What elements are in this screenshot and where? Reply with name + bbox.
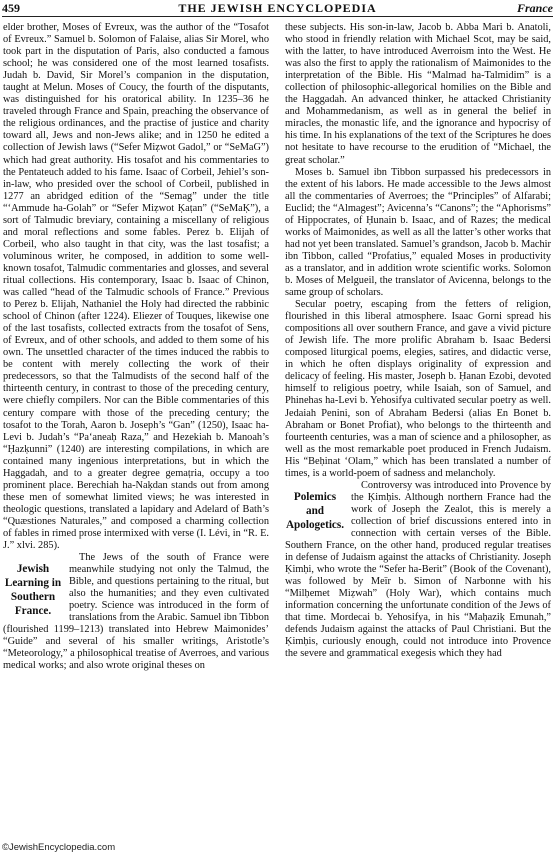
left-paragraph-1: elder brother, Moses of Evreux, was the author of the “Tosafot of Evreux.” Samuel b. Solomon of Falaise, alias Sir Morel, who took part in the disputation of Paris, also conducted a famous school; he was considered one of the most learned tosafists. Judah b. David, Sir Morel’s companion in the disputation, taught at Melun. Moses of Coucy, the fourth of the disputants, was distinguished for his oratorical ability. In 1235–36 he traveled through France and Spain, preaching the observance of the religious ordinances, and the practise of justice and charity toward all, Jews and non-Jews alike; and in 1250 he edited a collection of Jewish laws (“Sefer Miẓwot Gadol,” or “SeMaG”) which had great authority. His tosafot and his commentaries to the Pentateuch added to his fame. Isaac of Corbeil, Jehiel’s son-in-law, who presided over the school of Corbeil, published in 1277 an abridged edition of the “Semag” under the title “‘Ammude ha-Golah” or “Sefer Miẓwot Ḳaṭan” (“SeMaḲ”), a sort of Talmudic breviary, containing a miscellany of religious and moral reflections and some fables. Perez b. Elijah of Corbeil, who also taught in that city, was the last tosafist; a voluminous writer, he composed, in addition to some well-known tosafot, Talmudic commentaries and glosses, and several ritual collections. His contemporary, Isaac b. Isaac of Chinon, was called “head of the Talmudic schools of France.” Previous to Perez b. Elijah, Nathaniel the Holy had directed the rabbinic school of Chinon (after 1224). Eliezer of Touques, likewise one of the last tosafists, collected extracts from the tosafot of Sens, of Evreux, and of other schools, and added to them some of his own. The unsettled character of the times induced the rabbis to be content with merely collecting the work of their predecessors, so that the Talmudists of the second half of the thirteenth century, in contrast to those of the preceding century, were chiefly compilers. Nor can the Bible commentaries of this century compare with those of the preceding century; the tosafot to the Torah, Aaron b. Joseph’s “Gan” (1250), Isaac ha-Levi b. Judah’s “Pa‘aneaḥ Raza,” and Hezekiah b. Manoah’s “Ḥazḳunni” (1240) are interesting compilations, in which are contained many ingenious interpretations, but in which the Haggadah, and to a greater degree gemaṭria, occupy a too prominent place. Berechiah ha-Naḳdan stands out from among these men of somewhat limited views; he was interested in theologic questions, translated a lapidary and Adelard of Bath’s “Quæstiones Naturales,” and composed a charming collection of fables in rimed prose intermixed with verse (I. Lévi, in “R. E. J.” xlvi. 285). bbox=[3, 22, 269, 552]
encyclopedia-title: THE JEWISH ENCYCLOPEDIA bbox=[178, 1, 377, 15]
right-paragraph-2: Moses b. Samuel ibn Tibbon surpassed his predecessors in the extent of his labors. He made accessible to the Jews almost all the commentaries of Averroes; the “Principles” of Alfarabi; Euclid; the “Almagest”; Avicenna’s “Canons”; the “Aphorisms” of Hippocrates, of Ḥunain b. Isaac, and of Razes; the medical works of Maimonides, as well as all the latter’s other works that had not yet been translated. Samuel’s grandson, Jacob b. Machir ibn Tibbon, called “Profatius,” equaled Moses in productivity as a translator, and in addition wrote scientific works. Solomon b. Moses of Melgueil, the translator of Avicenna, belongs to the same group of scholars. bbox=[285, 166, 551, 299]
running-head: France bbox=[517, 1, 553, 15]
sidenote-polemics: Polemics and Apologetics. bbox=[285, 490, 345, 531]
right-paragraph-3: Secular poetry, escaping from the fetters of religion, flourished in this liberal atmosphere. Isaac Gorni spread his compositions all over southern France, and gave a vivid picture of Jewish life. The more prolific Abraham b. Isaac Bedersi composed liturgical poems, elegies, satires, and didactic verse, in which he often displays originality of expression and delicacy of feeling. His master, Joseph b. Ḥanan Ezobi, devoted himself to religious poetry, while Isaiah, son of Samuel, and Phinehas ha-Levi b. Yehosifya cultivated secular poetry as well. Jedaiah Penini, son of Abraham Bedersi (alias En Bonet b. Abraham or Bonet Profiat), who belongs to the thirteenth and fourteenth centuries, was a man of science and a philosopher, as well as the most remarkable poet produced in French Judaism. His “Beḥinat ‘Olam,” which has been translated a number of times, is a world-poem of sadness and melancholy. bbox=[285, 299, 551, 479]
left-paragraph-2: The Jews of the south of France were meanwhile studying not only the Talmud, the Bible, and questions pertaining to the ritual, but also the humanities; and they even cultivated poetry. Science was introduced in the form of translations from the Arabic. Samuel ibn Tibbon (flourished 1199–1213) translated into Hebrew Maimonides’ “Guide” and several of his smaller writings, Aristotle’s “Meteorology,” a philosophical treatise of Averroes, and various medical works; and also wrote original theses on bbox=[3, 552, 269, 672]
copyright-credit: ©JewishEncyclopedia.com bbox=[2, 842, 116, 853]
right-column bbox=[285, 22, 551, 840]
sidenote-jewish-learning: Jewish Learning in Southern France. bbox=[4, 563, 62, 618]
right-paragraph-1: these subjects. His son-in-law, Jacob b. Abba Mari b. Anatoli, who stood in friendly relation with Michael Scot, may be said, with the latter, to have introduced Averroism into the West. He was also the first to apply the rationalism of Maimonides to the interpretation of the Bible. His “Malmad ha-Talmidim” is a collection of philosophic-allegorical homilies on the Bible and the Haggadah. An advanced thinker, he attacked Christianity and Mohammedanism, as well as in general the belief in miracles, the monastic life, and the ignorance and hypocrisy of his time. In his explanations of the text of the Scriptures he does not hesitate to have recourse to the erudition of “Michael, the great scholar.” bbox=[285, 22, 551, 166]
right-paragraph-4: Controversy was introduced into Provence by the Ḳimḥis. Although northern France had the work of Joseph the Zealot, this is merely a collection of brief discussions entered into in connection with certain verses of the Bible. Southern France, on the other hand, produced regular treatises in defense of Judaism against the attacks of Christianity. Joseph Ḳimḥi, who wrote the “Sefer ha-Berit” (Book of the Covenant), was followed by Meïr b. Simon of Narbonne with his “Milḥemet Miẓwah” (Holy War), which contains much information concerning the unfortunate condition of the Jews of that time. Mordecai b. Yehosifya, in his “Maḥaziḳ Emunah,” defends Judaism against the attacks of Paul Christiani. But the Ḳimḥis, curiously enough, could not introduce into Provence the severe and grammatical exegesis which they had bbox=[285, 479, 551, 660]
page-number: 459 bbox=[2, 1, 20, 15]
left-column bbox=[3, 22, 269, 840]
page-header bbox=[2, 0, 553, 17]
